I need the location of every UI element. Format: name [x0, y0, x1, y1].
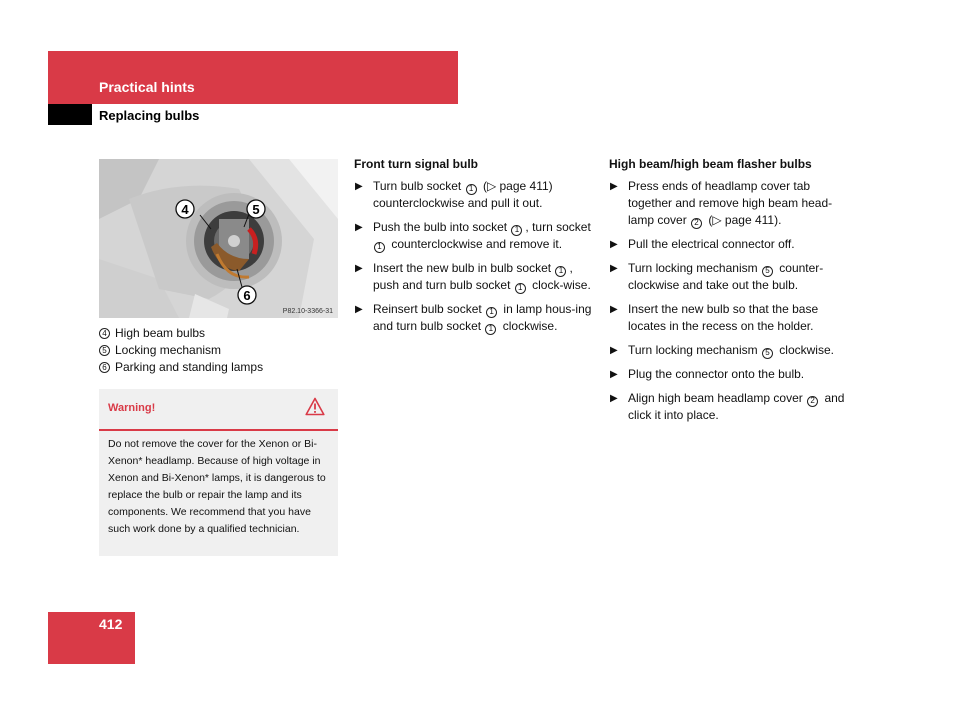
- warning-header: [99, 389, 338, 431]
- bullet-arrow-icon: ▶: [610, 304, 618, 315]
- legend-text: Locking mechanism: [115, 343, 222, 357]
- callout-number: 2: [807, 396, 818, 407]
- instruction-step: ▶ Insert the new bulb so that the base locates in the recess on the holder.: [610, 302, 819, 333]
- warning-triangle-icon: [305, 397, 325, 421]
- section-heading: High beam/high beam flasher bulbs: [609, 157, 812, 171]
- figure-code: P82.10-3366-31: [282, 308, 333, 315]
- bullet-arrow-icon: ▶: [610, 263, 618, 274]
- callout-number: 2: [691, 218, 702, 229]
- instruction-step: ▶ Align high beam headlamp cover 2 and click it into place.: [610, 391, 845, 422]
- instruction-step: ▶ Turn locking mechanism 5 counter-clockwise and take out the bulb.: [610, 261, 824, 292]
- front-turn-signal-section: [354, 156, 594, 342]
- callout-number: 1: [374, 242, 385, 253]
- callout-number: 1: [555, 266, 566, 277]
- instruction-step: ▶ Press ends of headlamp cover tab together and remove high beam head-lamp cover 2 (▷ page 411).: [610, 179, 833, 227]
- section-title: Practical hints: [99, 79, 195, 95]
- instruction-step: ▶ Insert the new bulb in bulb socket 1 , push and turn bulb socket 1 clock-wise.: [355, 261, 591, 292]
- header-marker: [48, 104, 92, 125]
- page-number: 412: [99, 616, 123, 632]
- bullet-arrow-icon: ▶: [610, 181, 618, 192]
- legend-item: [99, 342, 339, 359]
- svg-text:6: 6: [243, 288, 251, 303]
- bullet-arrow-icon: ▶: [610, 239, 618, 250]
- callout-number: 1: [515, 283, 526, 294]
- header-band: [48, 51, 458, 104]
- bullet-arrow-icon: ▶: [355, 263, 363, 274]
- callout-number: 1: [466, 184, 477, 195]
- figure-legend: [99, 325, 339, 376]
- callout-number: 4: [99, 328, 110, 339]
- svg-text:5: 5: [252, 202, 260, 217]
- warning-box: [99, 389, 338, 556]
- callout-4: [176, 200, 194, 218]
- legend-item: [99, 325, 339, 342]
- instruction-step: ▶ Push the bulb into socket 1 , turn socket 1 counterclockwise and remove it.: [355, 220, 591, 251]
- callout-number: 1: [511, 225, 522, 236]
- callout-number: 5: [99, 345, 110, 356]
- svg-text:4: 4: [181, 202, 189, 217]
- bullet-arrow-icon: ▶: [355, 304, 363, 315]
- bullet-arrow-icon: ▶: [355, 181, 363, 192]
- legend-item: [99, 359, 339, 376]
- callout-number: 1: [485, 324, 496, 335]
- bullet-arrow-icon: ▶: [610, 393, 618, 404]
- high-beam-section: [609, 156, 851, 431]
- instruction-step: ▶ Pull the electrical connector off.: [610, 237, 795, 251]
- callout-number: 5: [762, 266, 773, 277]
- callout-6: [238, 286, 256, 304]
- bullet-arrow-icon: ▶: [355, 222, 363, 233]
- callout-number: 6: [99, 362, 110, 373]
- callout-number: 5: [762, 348, 773, 359]
- instruction-step: ▶ Reinsert bulb socket 1 in lamp hous-ing and turn bulb socket 1 clockwise.: [355, 302, 592, 333]
- bullet-arrow-icon: ▶: [610, 369, 618, 380]
- headlamp-illustration: [99, 159, 338, 318]
- instruction-step: ▶ Turn bulb socket 1 (▷ page 411) counterclockwise and pull it out.: [355, 179, 553, 210]
- callout-5: [247, 200, 265, 218]
- warning-text: Do not remove the cover for the Xenon or Bi-Xenon* headlamp. Because of high voltage in Xenon and Bi-Xenon* lamps, it is dangerous to replace the bulb or repair the lamp and its components. We recommend that you have such work done by a qualified technician.: [108, 438, 326, 535]
- warning-title: Warning!: [108, 402, 156, 414]
- bullet-arrow-icon: ▶: [610, 345, 618, 356]
- instruction-step: ▶ Plug the connector onto the bulb.: [610, 367, 805, 381]
- instruction-step: ▶ Turn locking mechanism 5 clockwise.: [610, 343, 834, 357]
- headlamp-photo: [99, 159, 338, 318]
- legend-text: High beam bulbs: [115, 326, 206, 340]
- callout-number: 1: [486, 307, 497, 318]
- legend-text: Parking and standing lamps: [115, 360, 264, 374]
- subsection-title: Replacing bulbs: [99, 108, 200, 123]
- section-heading: Front turn signal bulb: [354, 157, 478, 171]
